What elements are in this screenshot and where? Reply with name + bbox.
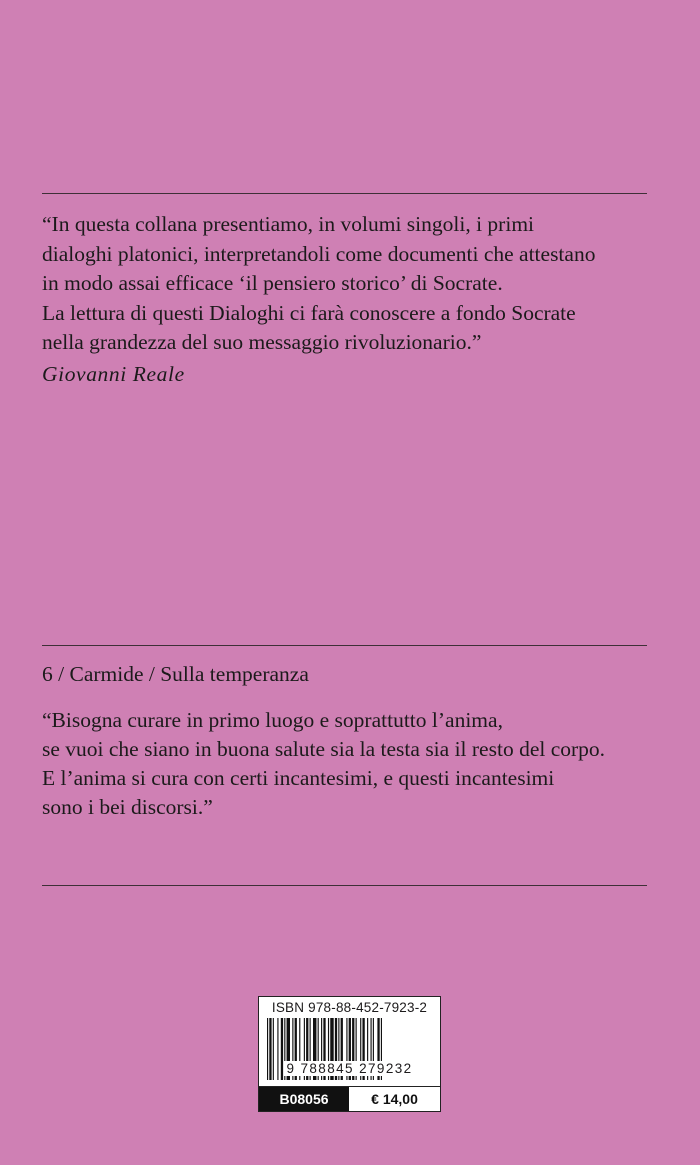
bottom-divider [42, 885, 647, 886]
quote-line: “In questa collana presentiamo, in volumi singoli, i primi [42, 212, 535, 236]
quote-line: sono i bei discorsi.” [42, 795, 213, 819]
quote-line: dialoghi platonici, interpretandoli come documenti che attestano [42, 241, 596, 266]
socrates-quote [42, 706, 682, 822]
top-divider [42, 193, 647, 194]
price-row [259, 1086, 440, 1111]
isbn-digits: 9 788845 279232 [286, 1061, 413, 1076]
reale-quote [42, 210, 662, 358]
isbn-text: ISBN 978-88-452-7923-2 [271, 1000, 428, 1015]
quote-author: Giovanni Reale [42, 362, 185, 386]
quote-line: E l’anima si cura con certi incantesimi, e questi incantesimi [42, 766, 555, 790]
product-code: B08056 [259, 1087, 349, 1111]
quote-line: nella grandezza del suo messaggio rivoluzionario.” [42, 330, 482, 354]
quote-line: La lettura di questi Dialoghi ci farà conoscere a fondo Socrate [42, 300, 576, 325]
price: € 14,00 [349, 1087, 440, 1111]
isbn-digits-row [259, 1061, 440, 1076]
quote-line: in modo assai efficace ‘il pensiero storico’ di Socrate. [42, 271, 503, 295]
quote-line: “Bisogna curare in primo luogo e soprattutto l’anima, [42, 708, 503, 732]
series-title: 6 / Carmide / Sulla temperanza [42, 662, 309, 686]
middle-divider [42, 645, 647, 646]
barcode-label [258, 996, 441, 1112]
quote-line: se vuoi che siano in buona salute sia la testa sia il resto del corpo. [42, 737, 606, 761]
